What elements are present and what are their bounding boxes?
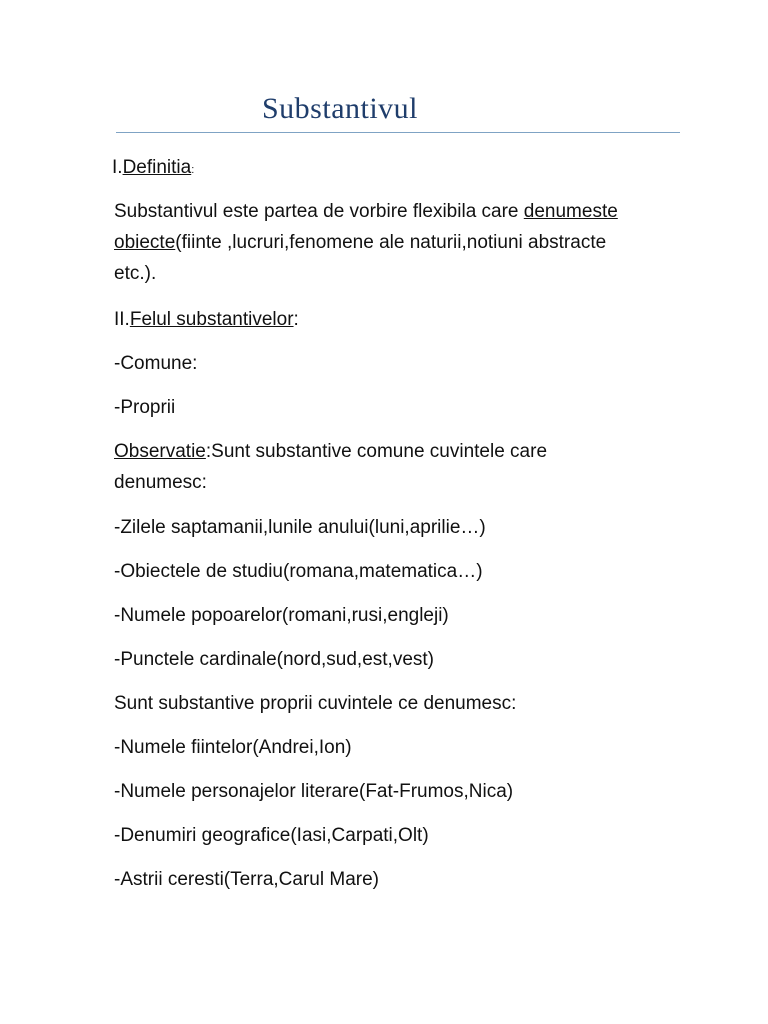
observation-line-1: Observatie:Sunt substantive comune cuvintele care: [114, 441, 548, 462]
types-label: Felul substantivelor: [129, 309, 294, 330]
type-proper: -Proprii: [114, 397, 176, 418]
proper-example: -Numele personajelor literare(Fat-Frumos,Nica): [114, 781, 514, 802]
section-heading-types: II.Felul substantivelor:: [114, 309, 299, 330]
proper-example: -Numele fiintelor(Andrei,Ion): [114, 737, 352, 758]
title-rule: [116, 132, 680, 133]
proper-intro: Sunt substantive proprii cuvintele ce denumesc:: [114, 693, 517, 714]
definition-line-2: obiecte(fiinte ,lucruri,fenomene ale naturii,notiuni abstracte: [114, 232, 607, 253]
proper-example: -Denumiri geografice(Iasi,Carpati,Olt): [114, 825, 429, 846]
observation-label: Observatie: [114, 441, 206, 462]
type-common: -Comune:: [114, 353, 198, 374]
common-example: -Obiectele de studiu(romana,matematica…): [114, 561, 483, 582]
common-example: -Zilele saptamanii,lunile anului(luni,aprilie…): [114, 517, 486, 538]
definition-line-3: etc.).: [114, 263, 157, 284]
definition-label: Definitia: [122, 157, 192, 178]
common-example: -Punctele cardinale(nord,sud,est,vest): [114, 649, 434, 670]
observation-line-2: denumesc:: [114, 472, 207, 493]
definition-line-1: Substantivul este partea de vorbire flexibila care denumeste: [114, 201, 618, 222]
section-heading-definition: I.Definitia:: [112, 157, 195, 178]
page-title: Substantivul: [262, 92, 419, 125]
proper-example: -Astrii ceresti(Terra,Carul Mare): [114, 869, 379, 890]
common-example: -Numele popoarelor(romani,rusi,engleji): [114, 605, 449, 626]
